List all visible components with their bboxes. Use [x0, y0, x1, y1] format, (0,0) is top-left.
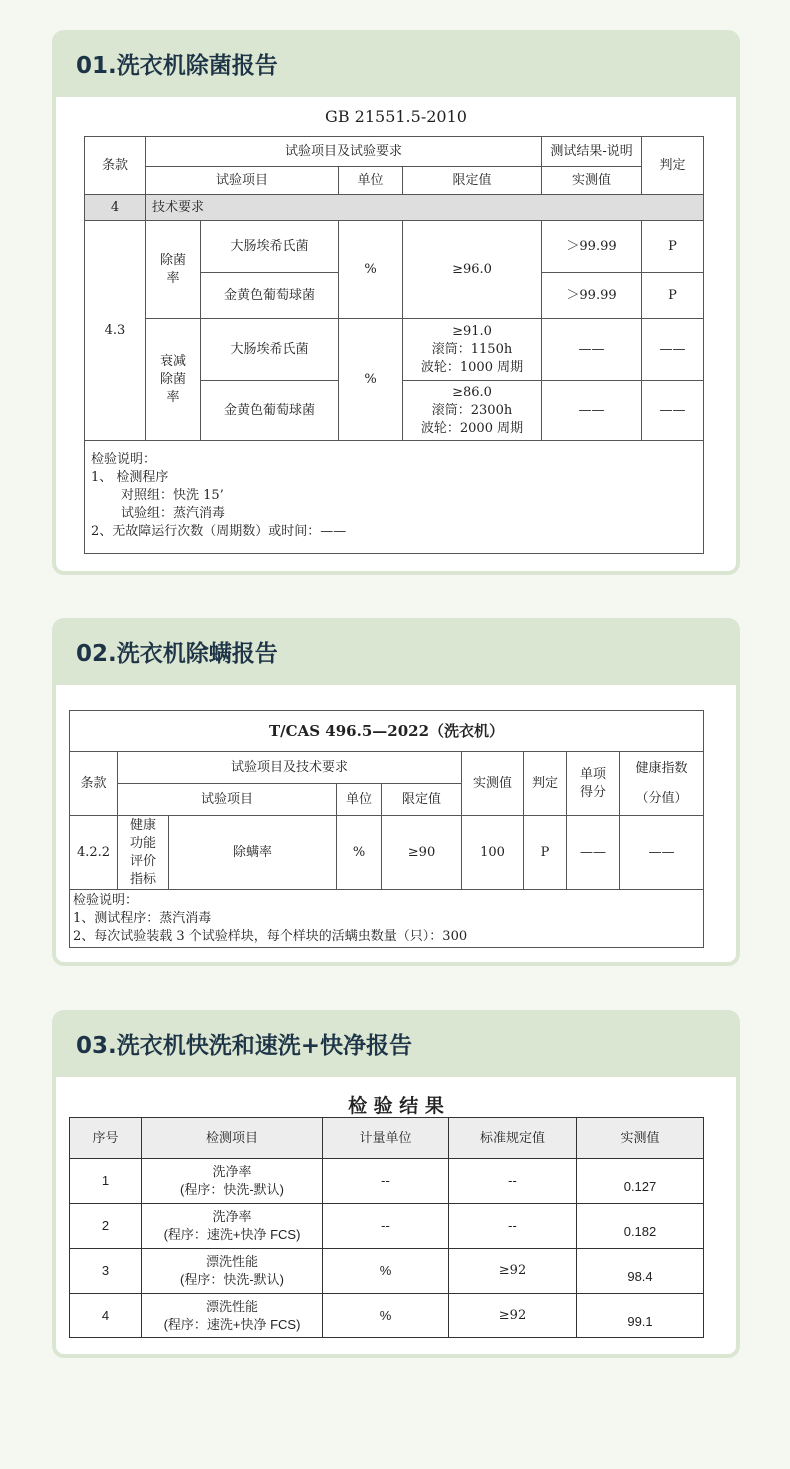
- mite-table: [69, 710, 704, 948]
- header-limit: 限定值: [382, 784, 462, 816]
- header-item: 检测项目: [142, 1118, 323, 1159]
- test-item: [142, 1249, 323, 1294]
- test-item: 大肠埃希氏菌: [201, 319, 339, 381]
- header-limit: 限定值: [403, 167, 542, 195]
- section-label: 技术要求: [146, 195, 704, 221]
- section-title: 03.洗衣机快洗和速洗+快净报告: [76, 1033, 413, 1059]
- standard-title: T/CAS 496.5—2022（洗衣机）: [70, 711, 704, 752]
- test-item: 金黄色葡萄球菌: [201, 381, 339, 441]
- quick-wash-report-card: [52, 1010, 740, 1358]
- header-value: 实测值: [577, 1118, 704, 1159]
- note-line: 2、无故障运行次数（周期数）或时间：——: [91, 524, 347, 539]
- header-req: 试验项目及技术要求: [118, 752, 462, 784]
- row-no: 1: [70, 1159, 142, 1204]
- unit: %: [323, 1249, 449, 1294]
- sterilization-report-card: [52, 30, 740, 575]
- item-name: 漂洗性能: [205, 1254, 258, 1269]
- row-no: 2: [70, 1204, 142, 1249]
- table-row: [70, 1204, 704, 1249]
- unit: --: [323, 1204, 449, 1249]
- measured-value: 0.127: [577, 1159, 704, 1204]
- standard-title: GB 21551.5-2010: [325, 107, 467, 126]
- section-clause: 4: [85, 195, 146, 221]
- table-row: [70, 816, 704, 890]
- standard-value: --: [449, 1159, 577, 1204]
- header-item: 试验项目: [146, 167, 339, 195]
- item-program: (程序：快洗-默认): [180, 1272, 284, 1287]
- limit: [403, 381, 542, 441]
- unit: %: [339, 221, 403, 319]
- measured-value: 0.182: [577, 1204, 704, 1249]
- note-line: 2、每次试验装载 3 个试验样块，每个样块的活螨虫数量（只）：300: [73, 928, 468, 944]
- item-name: 洗净率: [212, 1164, 252, 1179]
- measured: ＞99.99: [542, 221, 642, 273]
- unit: --: [323, 1159, 449, 1204]
- standard-value: ≥92: [449, 1249, 577, 1294]
- row-no: 4: [70, 1294, 142, 1338]
- table-row: [85, 221, 704, 273]
- test-item: 除螨率: [169, 816, 337, 890]
- unit: %: [323, 1294, 449, 1338]
- note-line: 试验组：蒸汽消毒: [121, 506, 226, 521]
- header-unit: 单位: [337, 784, 382, 816]
- standard-value: ≥92: [449, 1294, 577, 1338]
- header-no: 序号: [70, 1118, 142, 1159]
- header-item: 试验项目: [118, 784, 337, 816]
- limit-line: 波轮：2000 周期: [420, 420, 524, 436]
- header-unit: 单位: [339, 167, 403, 195]
- verdict: ——: [642, 381, 704, 441]
- limit: [403, 319, 542, 381]
- section-title: 01.洗衣机除菌报告: [76, 53, 278, 79]
- test-notes: [70, 890, 704, 948]
- header-index-sub: （分值）: [635, 790, 688, 806]
- header-clause: 条款: [70, 752, 118, 816]
- header-score: 单项得分: [567, 752, 620, 816]
- item-program: (程序：快洗-默认): [180, 1182, 284, 1197]
- measured-value: 98.4: [577, 1249, 704, 1294]
- limit-line: ≥86.0: [452, 384, 492, 400]
- header-index: [620, 752, 704, 816]
- header-clause: 条款: [85, 137, 146, 195]
- score: ——: [567, 816, 620, 890]
- header-result-desc: 测试结果-说明: [542, 137, 642, 167]
- note-line: 对照组：快洗 15’: [121, 488, 224, 503]
- item-program: (程序：速洗+快净 FCS): [163, 1227, 301, 1242]
- unit: %: [337, 816, 382, 890]
- measured-value: 99.1: [577, 1294, 704, 1338]
- section-title: 02.洗衣机除螨报告: [76, 641, 278, 667]
- item-program: (程序：速洗+快净 FCS): [163, 1316, 301, 1332]
- header-verdict: 判定: [524, 752, 567, 816]
- group-label: 除菌率: [146, 221, 201, 319]
- limit: ≥90: [382, 816, 462, 890]
- measured: ——: [542, 381, 642, 441]
- test-notes: [85, 441, 704, 554]
- standard-value: --: [449, 1204, 577, 1249]
- clause-number: 4.3: [85, 221, 146, 441]
- test-item: [142, 1294, 323, 1338]
- note-line: 1、测试程序：蒸汽消毒: [73, 910, 212, 926]
- measured: ＞99.99: [542, 273, 642, 319]
- results-title: 检 验 结 果: [348, 1095, 444, 1117]
- limit-line: ≥91.0: [452, 323, 492, 339]
- header-measured: 实测值: [462, 752, 524, 816]
- verdict: ——: [642, 319, 704, 381]
- table-row: [70, 1294, 704, 1338]
- measured: ——: [542, 319, 642, 381]
- test-item: [142, 1159, 323, 1204]
- header-measured: 实测值: [542, 167, 642, 195]
- limit-line: 波轮：1000 周期: [420, 359, 524, 375]
- results-table: [69, 1117, 704, 1338]
- item-name: 洗净率: [212, 1209, 252, 1224]
- verdict: P: [642, 273, 704, 319]
- table-row: [85, 319, 704, 381]
- group-label: 衰减除菌率: [146, 319, 201, 441]
- header-std: 标准规定值: [449, 1118, 577, 1159]
- clause-number: 4.2.2: [70, 816, 118, 890]
- health-index: ——: [620, 816, 704, 890]
- header-verdict: 判定: [642, 137, 704, 195]
- header-unit: 计量单位: [323, 1118, 449, 1159]
- sterilization-table: [84, 136, 704, 554]
- test-item: 大肠埃希氏菌: [201, 221, 339, 273]
- header-req: 试验项目及试验要求: [146, 137, 542, 167]
- header-index-label: 健康指数: [635, 760, 688, 776]
- note-line: 1、 检测程序: [91, 470, 169, 485]
- table-row: [70, 1249, 704, 1294]
- note-line: 检验说明：: [91, 452, 157, 467]
- note-line: 检验说明：: [73, 892, 139, 908]
- limit-line: 滚筒：2300h: [431, 402, 513, 418]
- verdict: P: [642, 221, 704, 273]
- limit: ≥96.0: [403, 221, 542, 319]
- row-no: 3: [70, 1249, 142, 1294]
- table-row: [70, 1159, 704, 1204]
- measured: 100: [462, 816, 524, 890]
- mite-removal-report-card: [52, 618, 740, 966]
- item-name: 漂洗性能: [205, 1298, 258, 1314]
- unit: %: [339, 319, 403, 441]
- category: 健康功能评价指标: [118, 816, 169, 890]
- limit-line: 滚筒：1150h: [431, 341, 513, 357]
- test-item: [142, 1204, 323, 1249]
- verdict: P: [524, 816, 567, 890]
- test-item: 金黄色葡萄球菌: [201, 273, 339, 319]
